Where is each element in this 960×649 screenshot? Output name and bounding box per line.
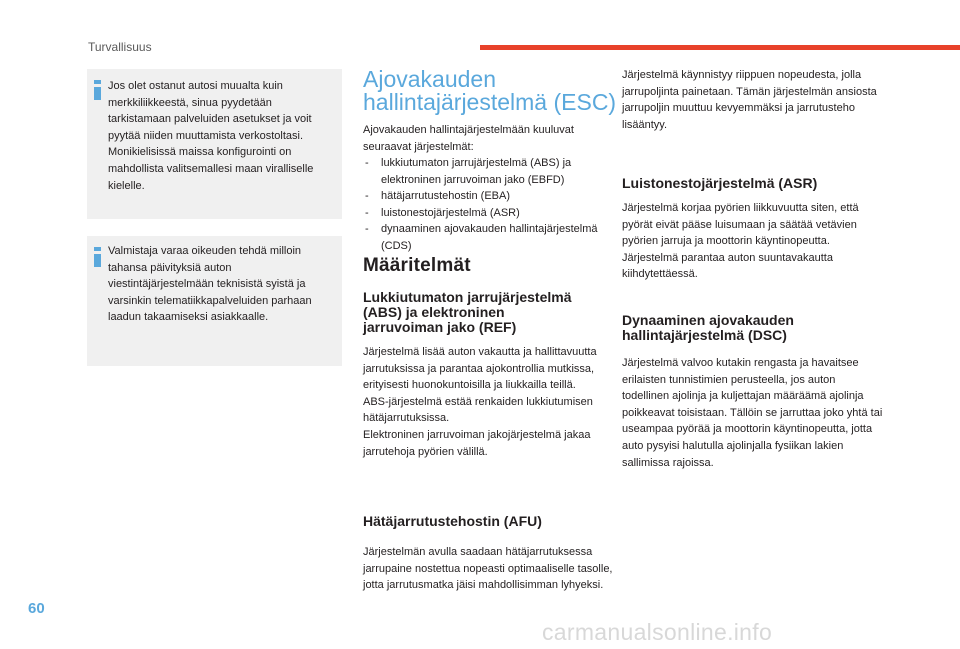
abs-para-3: Elektroninen jarruvoiman jakojärjestelmä jakaa jarrutehoja pyörien välillä.	[363, 428, 591, 458]
info-box-updates	[87, 236, 342, 366]
header-accent-bar	[480, 45, 960, 50]
esc-system-list	[363, 155, 618, 255]
dsc-description: Järjestelmä valvoo kutakin rengasta ja havaitsee erilaisten tunnistimien perusteella, jos auton todellinen ajolinja ja kuljettajan määräämä ajolinja poikkeavat toisistaan. Tällöin se jarruttaa joko yhtä tai useampaa pyörää ja moottorin käyntinopeutta, jotta auto pysyisi halutulla ajolinjalla fysiikan lakien sallimissa rajoissa.	[622, 357, 883, 469]
afu-heading: Hätäjarrutustehostin (AFU)	[363, 513, 542, 529]
info-icon	[94, 80, 101, 100]
abs-para-1: Järjestelmä lisää auton vakautta ja hallittavuutta jarrutuksissa ja parantaa ajokontrollia mutkissa, erityisesti huonokuntoisilla ja liukkailla teillä.	[363, 346, 597, 392]
esc-intro: Ajovakauden hallintajärjestelmään kuuluvat seuraavat järjestelmät:	[363, 124, 574, 153]
abs-para-2: ABS-järjestelmä estää renkaiden lukkiutumisen hätäjarrutuksissa.	[363, 395, 593, 425]
esc-title-line2: hallintajärjestelmä (ESC)	[363, 89, 617, 115]
list-item: - lukkiutumaton jarrujärjestelmä (ABS) ja elektroninen jarruvoiman jako (EBFD)	[363, 155, 618, 188]
abs-heading-line3: jarruvoiman jako (REF)	[363, 319, 517, 335]
info-box-services	[87, 69, 342, 219]
afu-description: Järjestelmän avulla saadaan hätäjarrutuksessa jarrupaine nostettua nopeasti optimaaliselle tasolle, jotta jarrutusmatka jäisi mahdollisimman lyhyeksi.	[363, 546, 613, 592]
list-item: - hätäjarrutustehostin (EBA)	[363, 188, 618, 205]
esc-title	[363, 68, 616, 114]
info-box-text: Valmistaja varaa oikeuden tehdä milloin tahansa päivityksiä auton viestintäjärjestelmään teknisistä syistä ja varsinkin telematiikkapalveluiden parhaan laadun takaamiseksi asiakkaalle.	[108, 245, 312, 324]
info-box-text: Jos olet ostanut autosi muualta kuin merkkiliikkeestä, sinua pyydetään tarkistamaan palveluiden asetukset ja voit pyytää niiden muuttamista verkostoltasi. Monikielisissä maissa konfigurointi on mahdollista valitsemallesi maan viralliselle kielelle.	[108, 80, 314, 192]
abs-description	[363, 344, 618, 460]
abs-heading	[363, 290, 572, 335]
asr-description: Järjestelmä korjaa pyörien liikkuvuutta siten, että pyörät eivät pääse luisumaan ja säätää vetävien pyörien jarruja ja moottorin käyntinopeutta. Järjestelmä parantaa auton suuntavakautta kiihdytettäessä.	[622, 202, 859, 281]
asr-heading: Luistonestojärjestelmä (ASR)	[622, 175, 818, 191]
info-icon	[94, 247, 101, 267]
header-section-label: Turvallisuus	[88, 40, 152, 54]
page-number: 60	[28, 600, 45, 617]
abs-heading-line1: Lukkiutumaton jarrujärjestelmä	[363, 289, 572, 305]
dsc-heading-line2: hallintajärjestelmä (DSC)	[622, 327, 787, 343]
afu-continued-text: Järjestelmä käynnistyy riippuen nopeudesta, jolla jarrupoljinta painetaan. Tämän järjestelmän ansiosta jarrupoljin muuttuu kevyemmäksi ja jarrutusteho lisääntyy.	[622, 69, 877, 131]
dsc-heading-line1: Dynaaminen ajovakauden	[622, 312, 794, 328]
list-item: - luistonestojärjestelmä (ASR)	[363, 205, 618, 222]
list-item: - dynaaminen ajovakauden hallintajärjestelmä (CDS)	[363, 221, 618, 254]
definitions-title: Määritelmät	[363, 255, 471, 276]
dsc-heading	[622, 313, 794, 343]
watermark: carmanualsonline.info	[542, 619, 773, 645]
esc-title-line1: Ajovakauden	[363, 66, 496, 92]
abs-heading-line2: (ABS) ja elektroninen	[363, 304, 505, 320]
